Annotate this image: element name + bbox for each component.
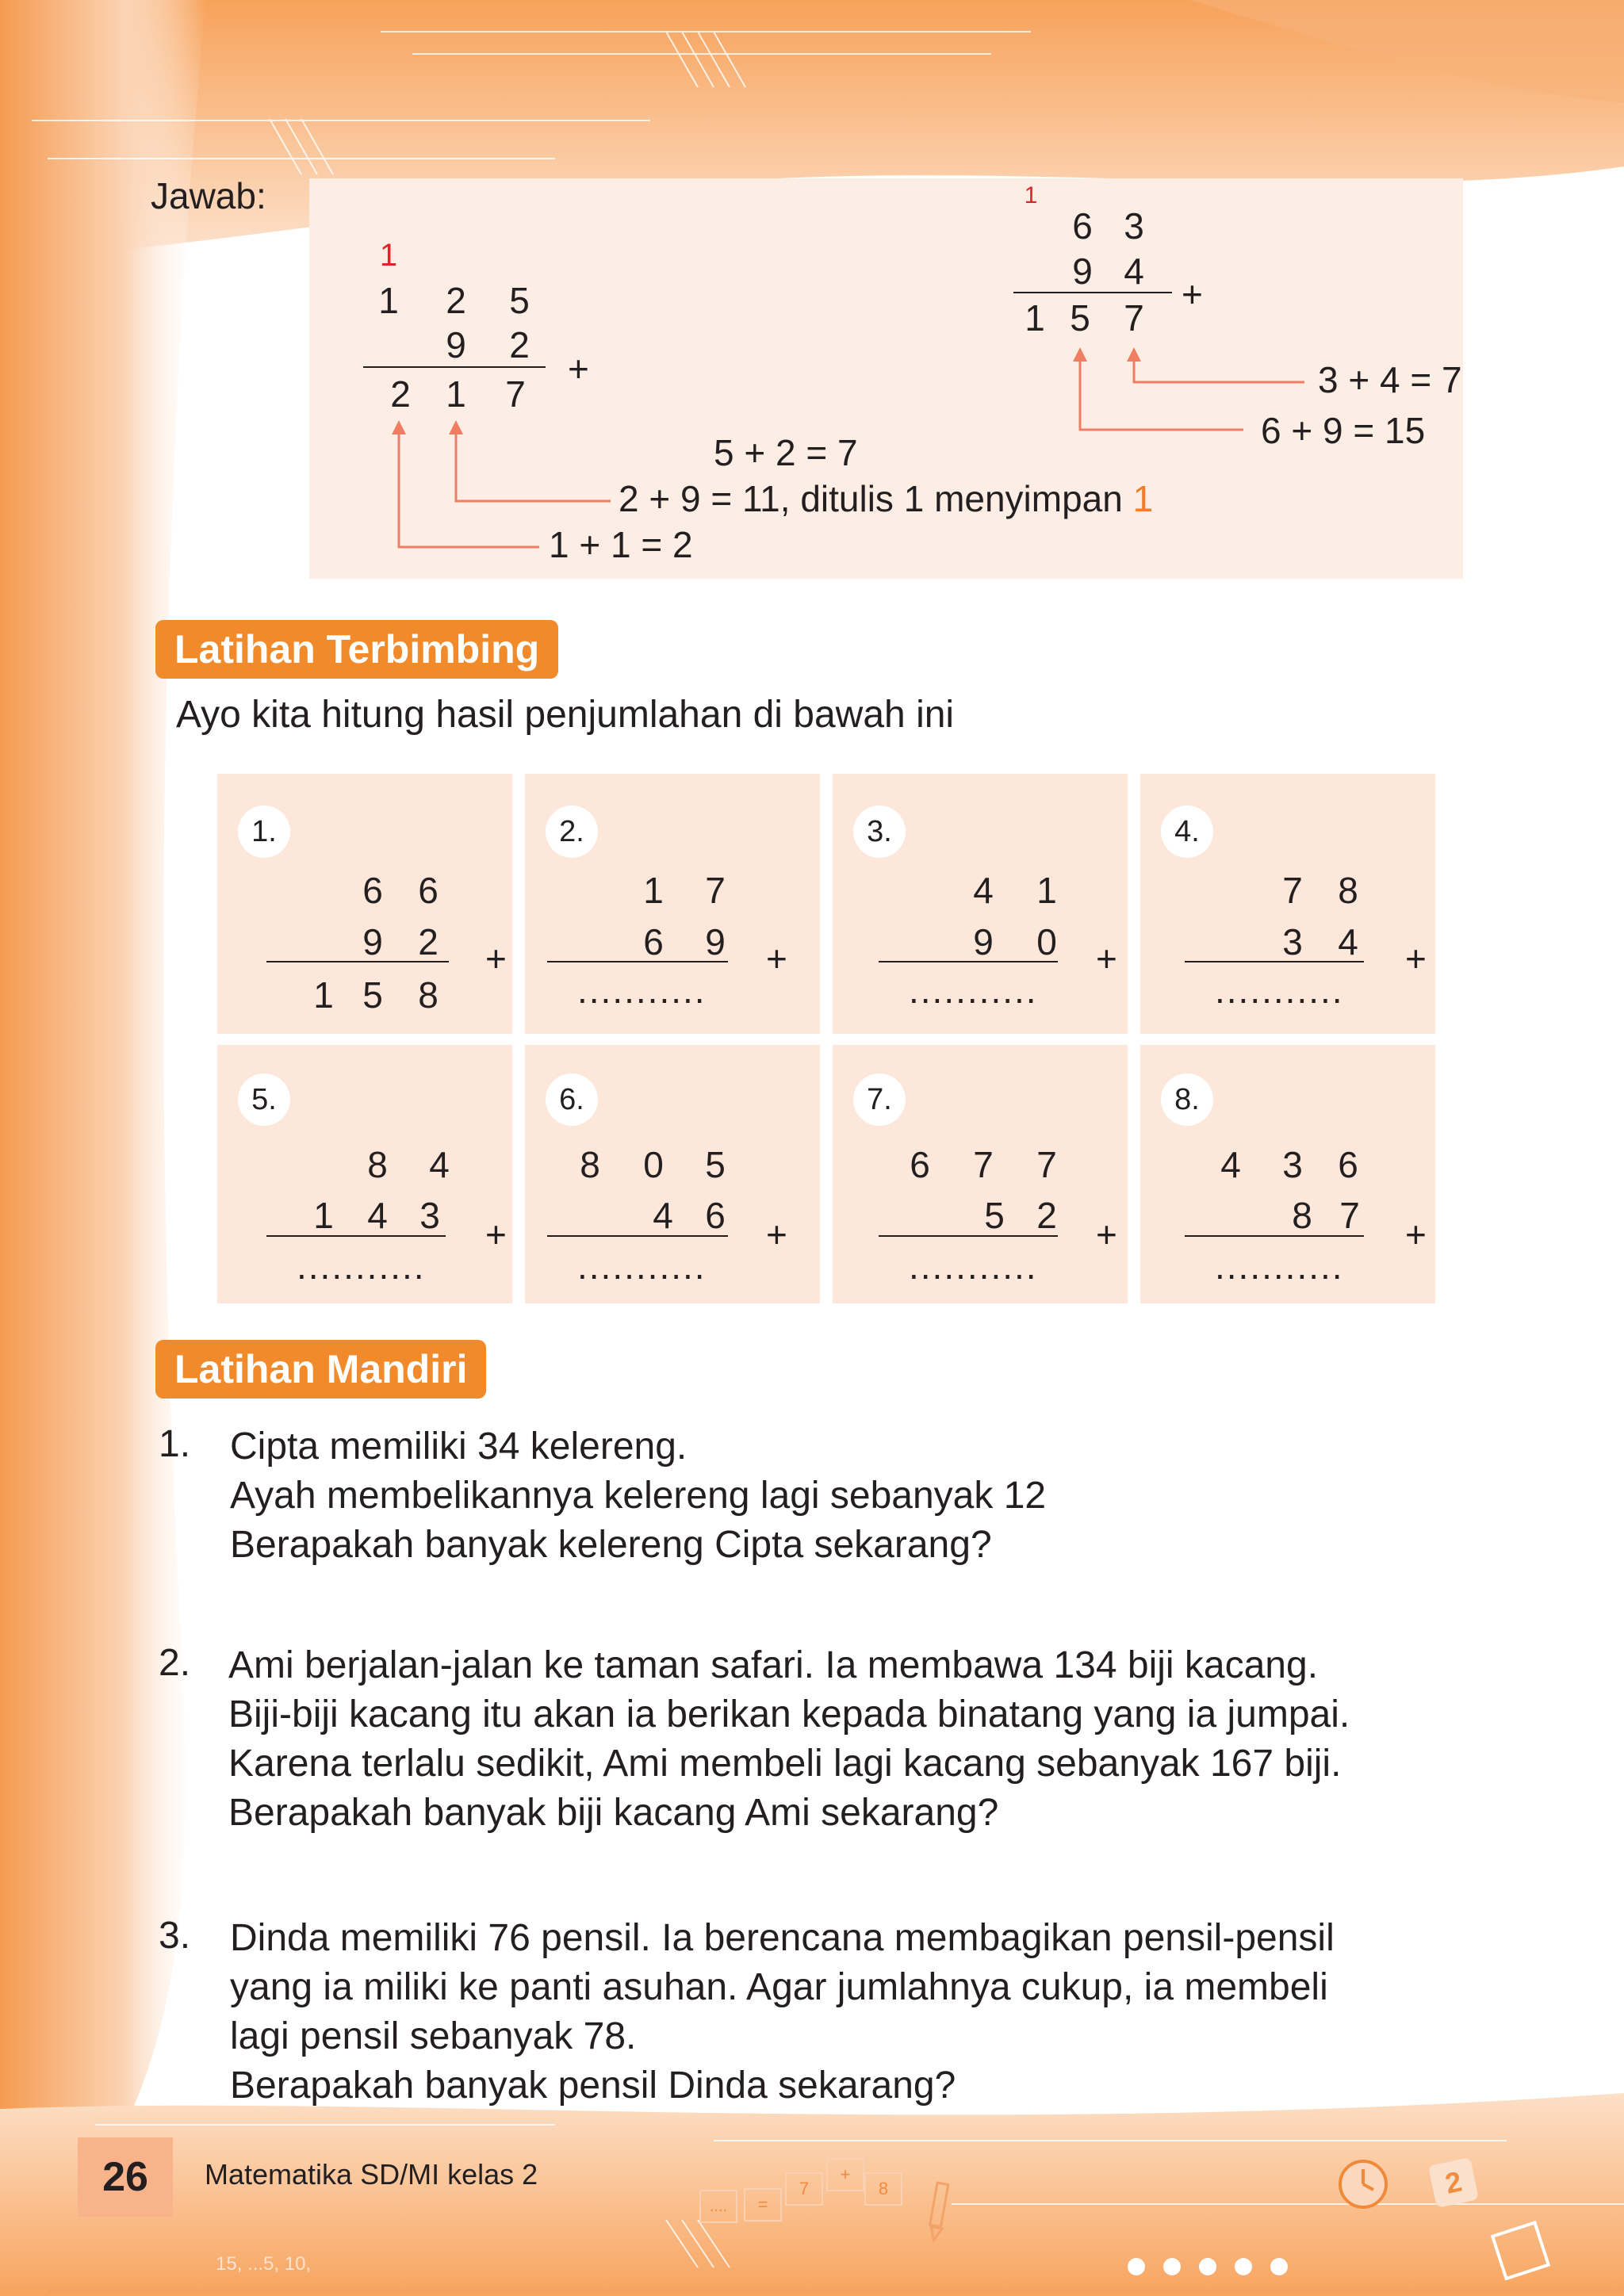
digit: 2	[1036, 1195, 1057, 1236]
sum-line	[547, 1235, 728, 1237]
question-line: Berapakah banyak pensil Dinda sekarang?	[230, 2064, 956, 2107]
exercise-box-3	[833, 774, 1128, 1034]
sum-line	[1185, 961, 1364, 962]
mini-card: =	[744, 2188, 782, 2221]
digit: 0	[643, 1144, 664, 1185]
answer-blank: ...........	[297, 1246, 426, 1287]
note-hundreds: 1 + 1 = 2	[549, 524, 693, 565]
question-line: Ayah membelikannya kelereng lagi sebanyak 12	[230, 1475, 1047, 1517]
sum-line	[266, 961, 449, 962]
digit: 5	[509, 280, 530, 321]
exercise-box-5	[217, 1045, 512, 1303]
plus-sign: +	[1096, 1214, 1117, 1255]
digit: 4	[1124, 251, 1144, 292]
question-number: 3.	[159, 1915, 191, 1957]
plus-sign: +	[485, 1214, 507, 1255]
question-line: Berapakah banyak kelereng Cipta sekarang?	[230, 1524, 992, 1566]
digit: 1	[378, 280, 399, 321]
exercise-number: 7.	[853, 1073, 906, 1126]
question-line: lagi pensil sebanyak 78.	[230, 2015, 637, 2057]
digit: 1	[1036, 870, 1057, 911]
digit: 6	[643, 921, 664, 962]
question-number: 2.	[159, 1642, 191, 1684]
answer-label: Jawab:	[151, 175, 266, 216]
plus-sign: +	[1182, 274, 1203, 315]
digit: 3	[1282, 1144, 1303, 1185]
exercise-box-6	[525, 1045, 820, 1303]
exercise-box-4	[1140, 774, 1435, 1034]
digit: 9	[362, 921, 383, 962]
note-ones: 3 + 4 = 7	[1318, 359, 1462, 400]
answer-blank: ...........	[1215, 970, 1344, 1011]
card-icon	[1491, 2220, 1554, 2283]
pagination-dots-icon	[1124, 2255, 1299, 2279]
digit: 2	[390, 373, 411, 415]
plus-sign: +	[1405, 938, 1427, 979]
answer-blank: ...........	[577, 970, 707, 1011]
digit: 6	[1072, 205, 1093, 247]
digit: 3	[419, 1195, 440, 1236]
question-number: 1.	[159, 1423, 191, 1465]
exercise-box-1	[217, 774, 512, 1034]
digit: 7	[973, 1144, 994, 1185]
note-ones: 5 + 2 = 7	[714, 432, 858, 473]
exercise-box-2	[525, 774, 820, 1034]
digit: 9	[705, 921, 726, 962]
digit: 8	[418, 974, 439, 1016]
digit: 1	[643, 870, 664, 911]
digit: 2	[509, 324, 530, 365]
digit: 6	[910, 1144, 930, 1185]
plus-sign: +	[1405, 1214, 1427, 1255]
exercise-box-7	[833, 1045, 1128, 1303]
number-sequence: 15, ...5, 10,	[216, 2253, 312, 2275]
digit: 7	[1036, 1144, 1057, 1185]
mini-card: ....	[699, 2190, 737, 2223]
digit: 5	[362, 974, 383, 1016]
exercise-number: 2.	[546, 806, 598, 858]
plus-sign: +	[1096, 938, 1117, 979]
note-tens-carry: 1	[1132, 478, 1154, 519]
digit: 5	[984, 1195, 1005, 1236]
digit: 7	[1339, 1195, 1360, 1236]
sum-line	[879, 1235, 1058, 1237]
sum-line	[1185, 1235, 1364, 1237]
question-line: Dinda memiliki 76 pensil. Ia berencana membagikan pensil-pensil	[230, 1917, 1335, 1959]
carry-digit: 1	[379, 238, 398, 273]
digit: 4	[429, 1144, 450, 1185]
question-line: Cipta memiliki 34 kelereng.	[230, 1425, 688, 1468]
digit: 3	[1124, 205, 1144, 247]
answer-blank: ...........	[909, 970, 1038, 1011]
exercise-number: 1.	[238, 806, 290, 858]
digit: 1	[313, 974, 334, 1016]
plus-sign: +	[568, 348, 589, 389]
guided-instruction: Ayo kita hitung hasil penjumlahan di bawah ini	[176, 694, 955, 736]
exercise-number: 6.	[546, 1073, 598, 1126]
plus-sign: +	[485, 938, 507, 979]
digit: 5	[705, 1144, 726, 1185]
answer-blank: ...........	[1215, 1246, 1344, 1287]
question-line: Karena terlalu sedikit, Ami membeli lagi kacang sebanyak 167 biji.	[228, 1743, 1342, 1785]
digit: 1	[446, 373, 466, 415]
page-number: 26	[78, 2137, 173, 2217]
digit: 4	[1220, 1144, 1241, 1185]
digit: 6	[362, 870, 383, 911]
digit: 4	[653, 1195, 673, 1236]
digit: 4	[973, 870, 994, 911]
digit: 9	[446, 324, 466, 365]
answer-blank: ...........	[577, 1246, 707, 1287]
digit: 1	[313, 1195, 334, 1236]
digit: 9	[973, 921, 994, 962]
digit: 8	[1338, 870, 1358, 911]
exercise-number: 8.	[1161, 1073, 1213, 1126]
sum-line	[266, 1235, 446, 1237]
plus-sign: +	[766, 938, 787, 979]
digit: 7	[1282, 870, 1303, 911]
guided-practice-title: Latihan Terbimbing	[155, 620, 558, 679]
question-line: Biji-biji kacang itu akan ia berikan kepada binatang yang ia jumpai.	[228, 1693, 1350, 1735]
independent-practice-title: Latihan Mandiri	[155, 1340, 486, 1399]
digit: 4	[1338, 921, 1358, 962]
sum-line	[547, 961, 728, 962]
note-tens: 6 + 9 = 15	[1261, 410, 1426, 451]
book-title: Matematika SD/MI kelas 2	[205, 2158, 538, 2191]
digit: 5	[1070, 297, 1090, 339]
exercise-number: 4.	[1161, 806, 1213, 858]
digit: 1	[1025, 297, 1045, 339]
pencil-icon	[923, 2179, 955, 2242]
clock-icon	[1337, 2158, 1389, 2210]
question-line: Ami berjalan-jalan ke taman safari. Ia membawa 134 biji kacang.	[228, 1644, 1319, 1686]
exercise-number: 3.	[853, 806, 906, 858]
exercise-box-8	[1140, 1045, 1435, 1303]
mini-card: 7	[785, 2172, 823, 2206]
digit: 7	[705, 870, 726, 911]
question-line: Berapakah banyak biji kacang Ami sekarang?	[228, 1792, 999, 1834]
digit: 7	[505, 373, 526, 415]
digit: 2	[446, 280, 466, 321]
answer-blank: ...........	[909, 1246, 1038, 1287]
plus-sign: +	[766, 1214, 787, 1255]
sum-line	[879, 961, 1058, 962]
mini-card: 8	[864, 2172, 902, 2206]
digit: 8	[580, 1144, 600, 1185]
digit: 0	[1036, 921, 1057, 962]
digit: 9	[1072, 251, 1093, 292]
digit: 6	[1338, 1144, 1358, 1185]
explanation-arrows	[0, 0, 1624, 634]
digit: 2	[418, 921, 439, 962]
exercise-number: 5.	[238, 1073, 290, 1126]
carry-digit: 1	[1024, 182, 1038, 209]
digit: 4	[367, 1195, 388, 1236]
digit: 8	[1292, 1195, 1312, 1236]
note-tens-text: 2 + 9 = 11, ditulis 1 menyimpan	[619, 478, 1133, 519]
digit: 3	[1282, 921, 1303, 962]
question-line: yang ia miliki ke panti asuhan. Agar jumlahnya cukup, ia membeli	[230, 1966, 1328, 2008]
number-badge: 2	[1428, 2157, 1479, 2208]
digit: 8	[367, 1144, 388, 1185]
mini-card: +	[826, 2158, 864, 2191]
digit: 6	[418, 870, 439, 911]
digit: 6	[705, 1195, 726, 1236]
digit: 7	[1124, 297, 1144, 339]
